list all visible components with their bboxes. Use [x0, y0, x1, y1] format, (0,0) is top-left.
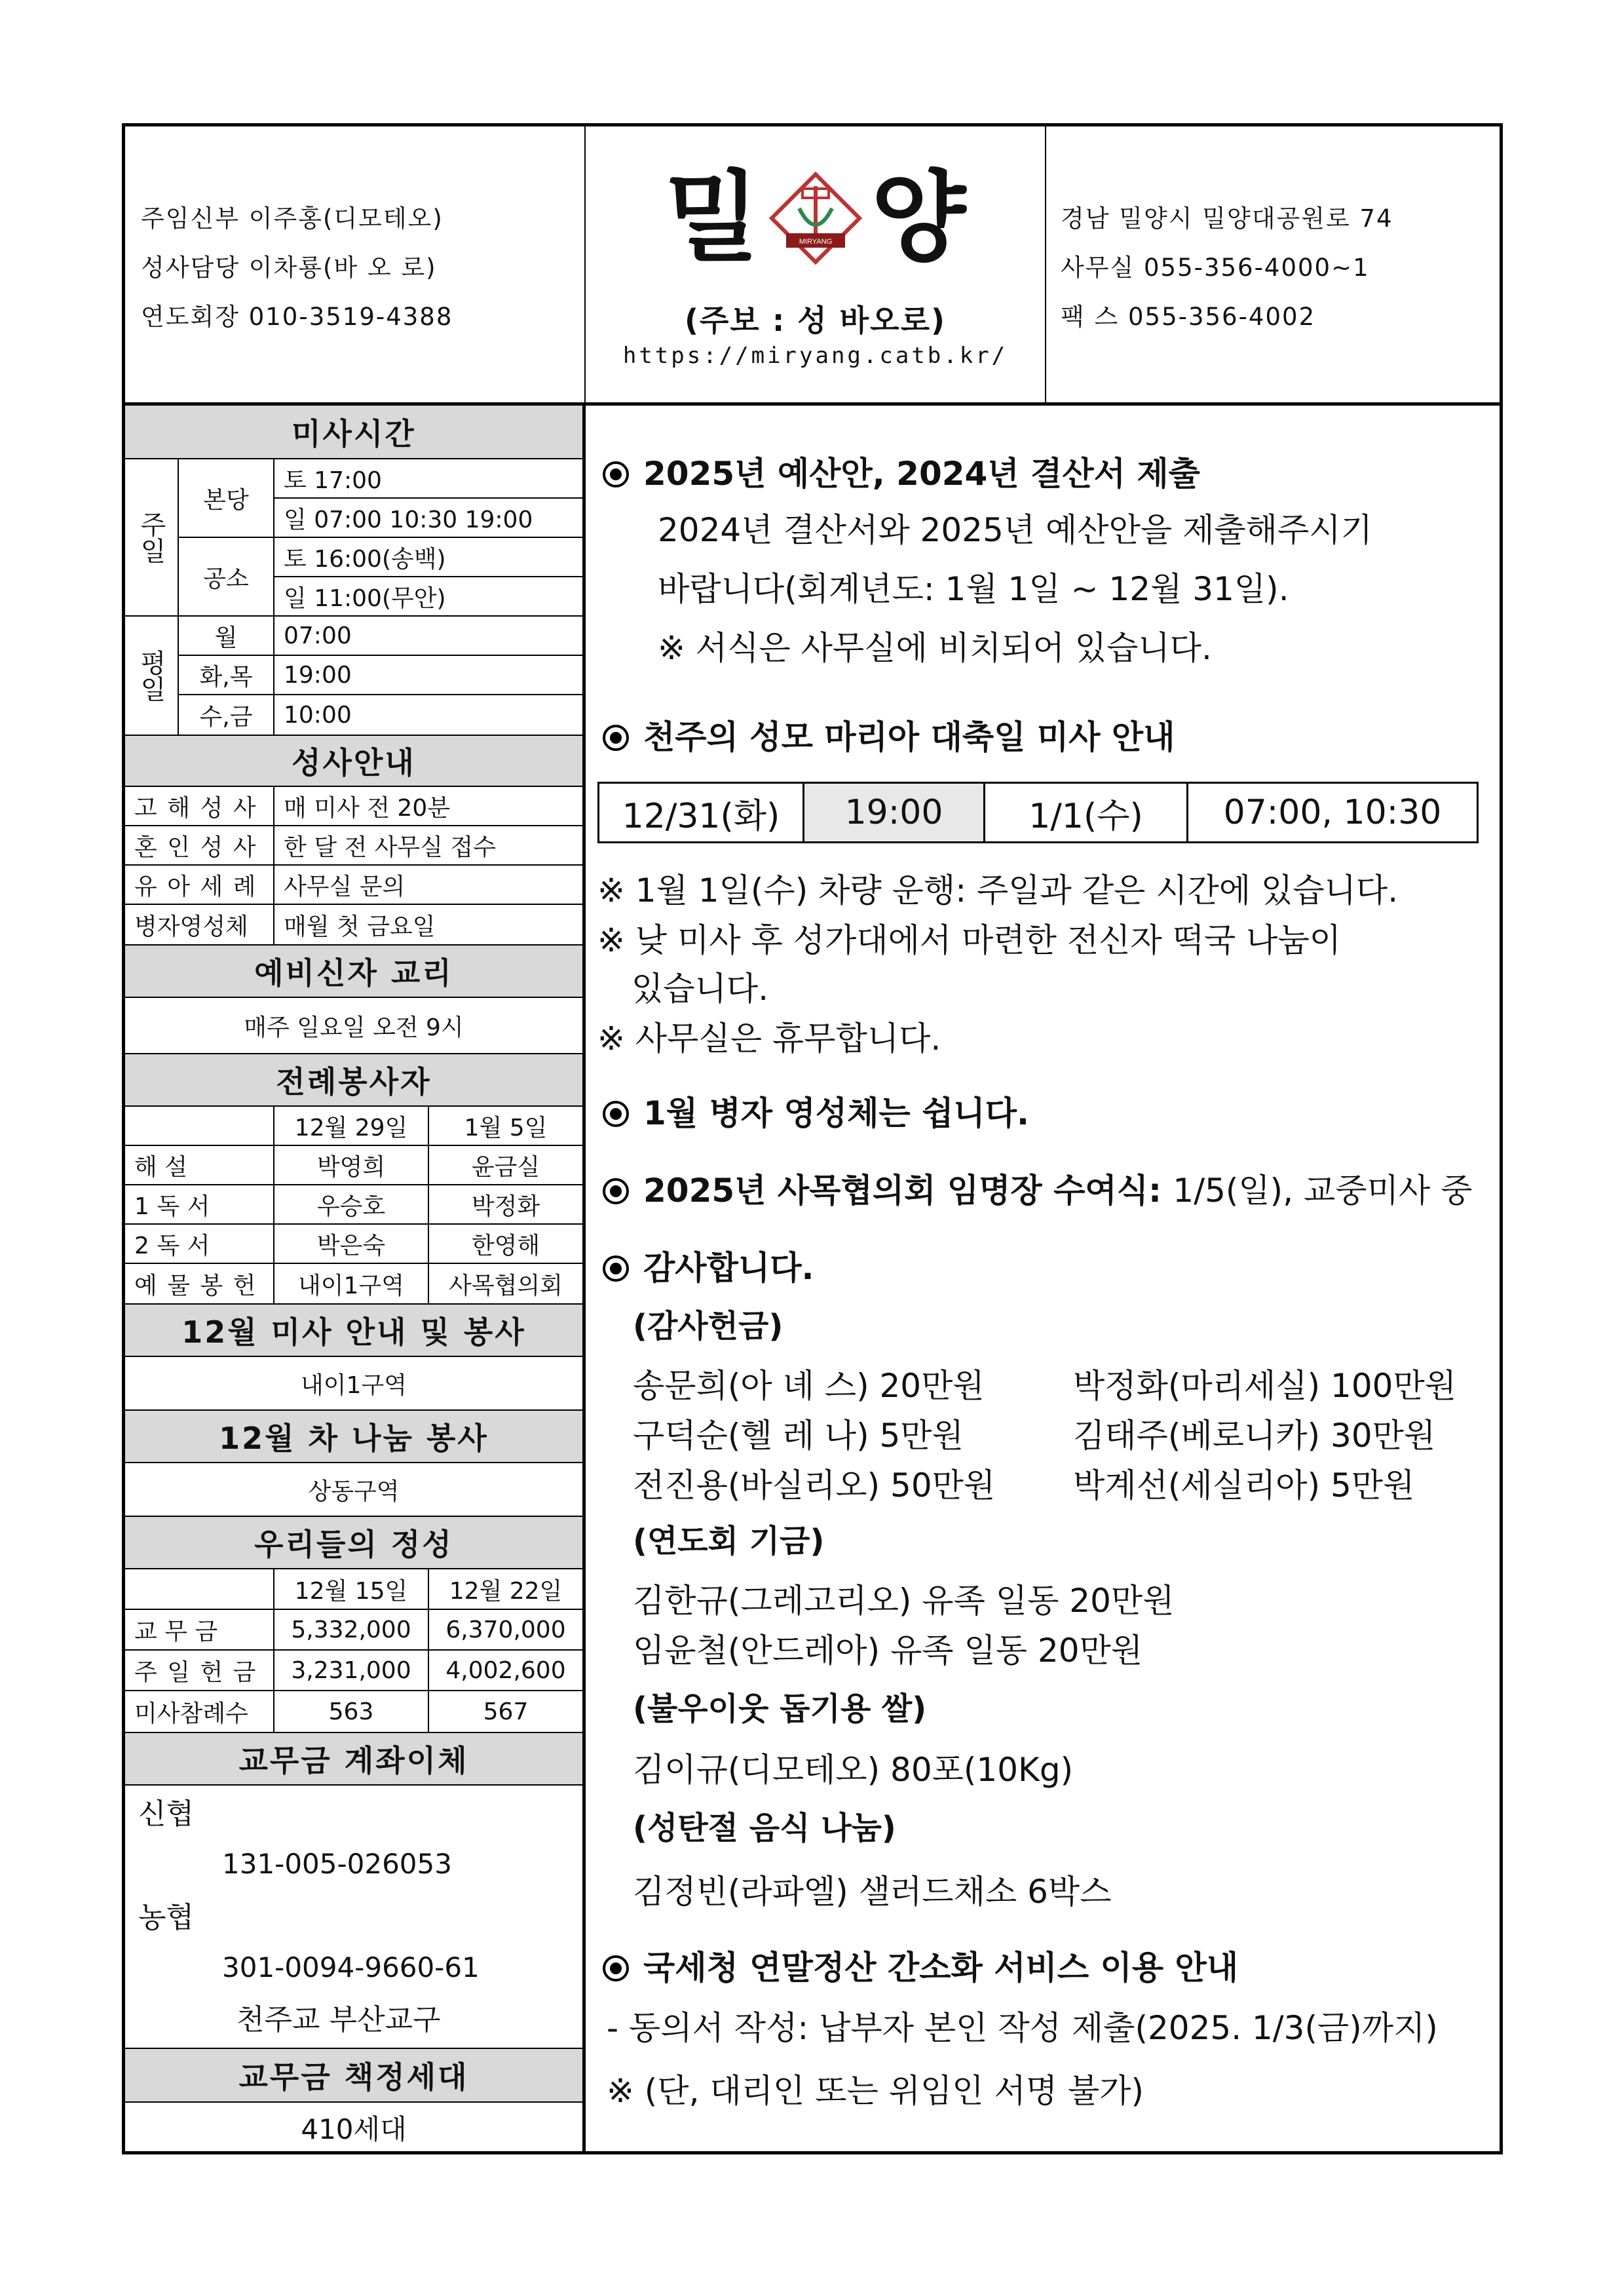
schedule-time: 07:00, 10:30 — [1186, 784, 1477, 841]
offering-corner — [125, 1569, 273, 1610]
title-block — [586, 126, 1046, 402]
thanks-entry: 박계선(세실리아) 5만원 — [1073, 1466, 1415, 1504]
offering-name: 미사참례수 — [134, 1700, 248, 1727]
yeondo-leader-line: 연도회장 010-3519-4388 — [141, 303, 453, 331]
minister-name: 사목협의회 — [428, 1264, 582, 1303]
notice-sick-title: 1월 병자 영성체는 쉽니다. — [603, 1087, 1029, 1134]
main-sun-mass: 일 07:00 10:30 19:00 — [273, 499, 582, 538]
minister-role: 해 설 — [125, 1146, 273, 1185]
bullet-icon — [603, 1955, 629, 1981]
catechumen-value: 매주 일요일 오전 9시 — [244, 1014, 464, 1041]
thanks-offering-heading: (감사헌금) — [633, 1308, 784, 1345]
food-heading: (성탄절 음식 나눔) — [633, 1810, 896, 1846]
sacrament-name: 고 해 성 사 — [125, 787, 273, 826]
logo-text: MIRYANG — [799, 238, 832, 246]
offering-date: 12월 22일 — [428, 1569, 582, 1610]
notice-tax-line: - 동의서 작성: 납부자 본인 작성 제출(2025. 1/3(금)까지) — [607, 2009, 1438, 2047]
branch-sat-mass: 토 16:00(송백) — [273, 538, 582, 577]
households-value: 410세대 — [301, 2113, 407, 2145]
sacrament-priest-line: 성사담당 이차룡(바 오 로) — [141, 254, 437, 282]
address-line: 경남 밀양시 밀양대공원로 74 — [1061, 204, 1393, 233]
rice-entry: 김이규(디모테오) 80포(10Kg) — [633, 1751, 1074, 1789]
notice-feast-line: ※ 낮 미사 후 성가대에서 마련한 전신자 떡국 나눔이 — [597, 921, 1342, 959]
minister-date: 12월 29일 — [273, 1107, 428, 1146]
office-phone-line: 사무실 055-356-4000~1 — [1061, 254, 1370, 282]
dec-mass-title: 12월 미사 안내 및 봉사 — [125, 1303, 582, 1357]
weekday-time: 07:00 — [273, 617, 582, 656]
sacrament-name: 유 아 세 례 — [125, 866, 273, 905]
offering-amount: 567 — [428, 1691, 582, 1732]
tea-title: 12월 차 나눔 봉사 — [125, 1409, 582, 1463]
main-church-label: 본당 — [178, 459, 273, 538]
notice-feast-line: ※ 1월 1일(수) 차량 운행: 주일과 같은 시간에 있습니다. — [597, 871, 1399, 909]
sacraments-title: 성사안내 — [125, 735, 582, 787]
thanks-entry: 박정화(마리세실) 100만원 — [1073, 1367, 1457, 1405]
fax-line: 팩 스 055-356-4002 — [1061, 303, 1316, 331]
minister-name: 박은숙 — [273, 1225, 428, 1264]
food-entry: 김정빈(라파엘) 샐러드채소 6박스 — [633, 1873, 1112, 1911]
notice-council-title: 2025년 사목협의회 임명장 수여식: 1/5(일), 교중미사 중 — [603, 1164, 1472, 1212]
minister-name: 우승호 — [273, 1185, 428, 1225]
yeondo-entry: 김한규(그레고리오) 유족 일동 20만원 — [633, 1582, 1175, 1620]
catechumen-title: 예비신자 교리 — [125, 944, 582, 998]
bank1-name: 신협 — [138, 1797, 195, 1831]
thanks-entry: 전진용(바실리오) 50만원 — [633, 1466, 996, 1504]
weekday-time: 19:00 — [273, 656, 582, 695]
schedule-date: 1/1(수) — [983, 784, 1186, 841]
notice-feast-line: 있습니다. — [632, 970, 769, 1008]
sacrament-value: 매월 첫 금요일 — [273, 905, 582, 944]
bullet-icon — [603, 461, 629, 488]
weekday-day: 수,금 — [178, 695, 273, 735]
sacrament-value: 매 미사 전 20분 — [273, 787, 582, 826]
transfer-title: 교무금 계좌이체 — [125, 1732, 582, 1786]
notice-budget-title: 2025년 예산안, 2024년 결산서 제출 — [603, 448, 1200, 495]
thanks-entry: 김태주(베로니카) 30만원 — [1073, 1417, 1436, 1455]
title-left: 밀 — [664, 161, 760, 275]
pastor-line: 주임신부 이주홍(디모테오) — [141, 204, 444, 233]
offering-title: 우리들의 정성 — [125, 1516, 582, 1569]
minister-role: 1 독 서 — [125, 1185, 273, 1225]
left-column — [125, 406, 586, 2154]
bulletin-header — [125, 126, 1500, 406]
bank1-account: 131-005-026053 — [222, 1847, 452, 1880]
notice-budget-line: ※ 서식은 사무실에 비치되어 있습니다. — [658, 629, 1212, 667]
thanks-entry: 송문희(아 녜 스) 20만원 — [633, 1367, 985, 1405]
parish-url[interactable]: https://miryang.catb.kr/ — [622, 343, 1008, 369]
notice-thanks-title: 감사합니다. — [603, 1242, 814, 1289]
minister-name: 박영희 — [273, 1146, 428, 1185]
notice-council-text: 1/5(일), 교중미사 중 — [1173, 1172, 1473, 1210]
offering-amount: 563 — [273, 1691, 428, 1732]
clergy-info — [125, 126, 586, 402]
bank2-name: 농협 — [138, 1901, 195, 1934]
sacrament-name: 혼 인 성 사 — [125, 826, 273, 866]
branch-sun-mass: 일 11:00(무안) — [273, 577, 582, 617]
church-logo-icon — [766, 169, 865, 267]
weekday-time: 10:00 — [273, 695, 582, 735]
ministers-corner — [125, 1107, 273, 1146]
notice-tax-line: ※ (단, 대리인 또는 위임인 서명 불가) — [607, 2072, 1144, 2110]
schedule-date: 12/31(화) — [599, 784, 803, 841]
sunday-label: 주일 — [125, 459, 178, 617]
minister-name: 한영해 — [428, 1225, 582, 1264]
offering-name: 교 무 금 — [125, 1610, 273, 1651]
notice-feast-line: ※ 사무실은 휴무합니다. — [597, 1020, 941, 1058]
weekday-day: 월 — [178, 617, 273, 656]
minister-date: 1월 5일 — [428, 1107, 582, 1146]
offering-amount: 4,002,600 — [428, 1651, 582, 1691]
notice-feast-title: 천주의 성모 마리아 대축일 미사 안내 — [603, 711, 1175, 758]
main-sat-mass: 토 17:00 — [273, 459, 582, 499]
bullet-icon — [603, 725, 629, 751]
patron-saint: (주보 : 성 바오로) — [684, 303, 947, 338]
minister-name: 윤금실 — [428, 1146, 582, 1185]
rice-heading: (불우이웃 돕기용 쌀) — [633, 1691, 927, 1727]
tea-value: 상동구역 — [308, 1478, 400, 1505]
feast-schedule-table — [597, 782, 1479, 843]
minister-name: 내이1구역 — [273, 1264, 428, 1303]
sacrament-value: 사무실 문의 — [273, 866, 582, 905]
thanks-entry: 구덕순(헬 레 나) 5만원 — [633, 1417, 964, 1455]
offering-amount: 3,231,000 — [273, 1651, 428, 1691]
ministers-title: 전례봉사자 — [125, 1053, 582, 1107]
notices-column — [586, 406, 1503, 2154]
schedule-time: 19:00 — [803, 784, 983, 841]
weekday-day: 화,목 — [178, 656, 273, 695]
contact-info — [1046, 126, 1506, 402]
sacrament-name: 병자영성체 — [134, 913, 248, 940]
offering-amount: 5,332,000 — [273, 1610, 428, 1651]
bullet-icon — [603, 1255, 629, 1282]
notice-budget-line: 2024년 결산서와 2025년 예산안을 제출해주시기 — [658, 511, 1372, 549]
households-title: 교무금 책정세대 — [125, 2048, 582, 2103]
title-right: 양 — [871, 161, 966, 275]
yeondo-entry: 임윤철(안드레아) 유족 일동 20만원 — [633, 1632, 1143, 1670]
minister-role: 예 물 봉 헌 — [134, 1272, 257, 1299]
sacrament-value: 한 달 전 사무실 접수 — [273, 826, 582, 866]
bank2-account: 301-0094-9660-61 — [222, 1951, 480, 1983]
yeondo-fund-heading: (연도회 기금) — [633, 1523, 825, 1559]
offering-date: 12월 15일 — [273, 1569, 428, 1610]
weekday-label: 평일 — [136, 649, 166, 702]
notice-budget-line: 바랍니다(회계년도: 1월 1일 ~ 12월 31일). — [658, 570, 1289, 608]
minister-name: 박정화 — [428, 1185, 582, 1225]
notice-tax-title: 국세청 연말정산 간소화 서비스 이용 안내 — [603, 1942, 1238, 1989]
bullet-icon — [603, 1101, 629, 1127]
account-owner: 천주교 부산교구 — [236, 2003, 441, 2037]
minister-role: 2 독 서 — [125, 1225, 273, 1264]
bullet-icon — [603, 1178, 629, 1204]
bulletin-frame — [122, 123, 1503, 2154]
mass-times-title: 미사시간 — [125, 406, 582, 459]
dec-mass-value: 내이1구역 — [300, 1371, 407, 1399]
branch-church-label: 공소 — [178, 538, 273, 617]
offering-amount: 6,370,000 — [428, 1610, 582, 1651]
offering-name: 주 일 헌 금 — [125, 1651, 273, 1691]
